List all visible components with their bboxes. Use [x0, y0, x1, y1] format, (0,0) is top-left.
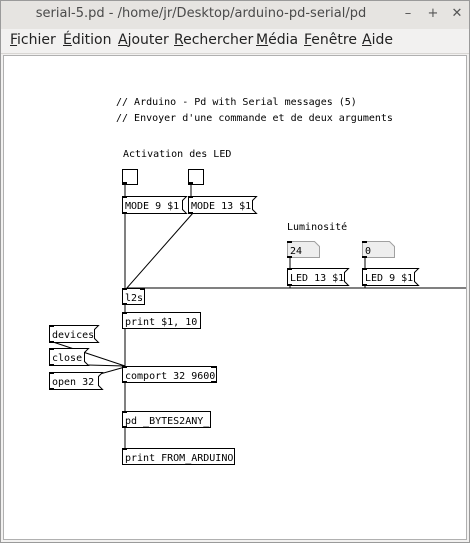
menu-fenetre[interactable]: Fenêtre	[304, 32, 357, 48]
window-title: serial-5.pd - /home/jr/Desktop/arduino-pd-serial/pd	[35, 6, 367, 21]
number-led9-value: 0	[365, 246, 372, 257]
msg-close-label: close	[52, 353, 83, 364]
number-led13[interactable]	[287, 241, 320, 258]
msg-led13-label: LED 13 $1	[290, 273, 345, 284]
number-led9[interactable]	[362, 241, 395, 258]
msg-open-label: open 32	[52, 377, 95, 388]
msg-devices[interactable]	[49, 325, 99, 343]
title-bar[interactable]	[1, 1, 470, 30]
obj-print-from-arduino-label: print FROM_ARDUINO	[125, 453, 234, 464]
toggle-led13[interactable]	[188, 170, 204, 185]
comment-activation: Activation des LED	[123, 149, 232, 160]
obj-print-first[interactable]	[122, 312, 201, 329]
comment-subtitle: // Envoyer d'une commande et de deux arguments	[116, 113, 393, 124]
msg-mode13-label: MODE 13 $1	[191, 201, 252, 212]
msg-mode9[interactable]	[122, 196, 187, 214]
obj-comport[interactable]	[122, 366, 217, 383]
comment-title: // Arduino - Pd with Serial messages (5)	[116, 97, 357, 108]
maximize-button[interactable]: +	[427, 6, 439, 21]
number-led13-value: 24	[290, 246, 303, 257]
menu-bar	[1, 29, 470, 54]
comment-luminosite: Luminosité	[287, 222, 348, 233]
msg-led9[interactable]	[362, 268, 419, 286]
obj-print-from-arduino[interactable]	[122, 448, 235, 465]
minimize-button[interactable]: –	[404, 6, 412, 21]
menu-ajouter[interactable]: Ajouter	[118, 32, 169, 48]
msg-open[interactable]	[49, 372, 103, 390]
obj-bytes2any[interactable]	[122, 411, 211, 428]
msg-mode9-label: MODE 9 $1	[125, 201, 180, 212]
obj-bytes2any-label: pd _BYTES2ANY_	[125, 416, 210, 427]
msg-led13[interactable]	[287, 268, 349, 286]
menu-edition[interactable]: Édition	[63, 32, 112, 48]
patch-canvas[interactable]	[3, 55, 467, 540]
msg-led9-label: LED 9 $1	[365, 273, 414, 284]
patch-svg	[4, 56, 467, 540]
menu-fichier[interactable]: Fichier	[10, 32, 56, 48]
close-button[interactable]: ✕	[451, 6, 463, 21]
obj-l2s-label: l2s	[125, 293, 144, 304]
msg-mode13[interactable]	[188, 196, 257, 214]
msg-close[interactable]	[49, 348, 89, 366]
toggle-led9[interactable]	[122, 170, 138, 185]
patch-cords	[50, 184, 467, 448]
obj-l2s[interactable]	[122, 288, 145, 305]
menu-aide[interactable]: Aide	[362, 32, 393, 48]
cord-mode13-l2s	[126, 213, 193, 289]
obj-comport-label: comport 32 9600	[125, 371, 216, 382]
menu-rechercher[interactable]: Rechercher	[174, 32, 254, 48]
obj-print-first-label: print $1, 10	[125, 317, 198, 328]
msg-devices-label: devices	[52, 330, 95, 341]
menu-media[interactable]: Média	[256, 32, 299, 48]
